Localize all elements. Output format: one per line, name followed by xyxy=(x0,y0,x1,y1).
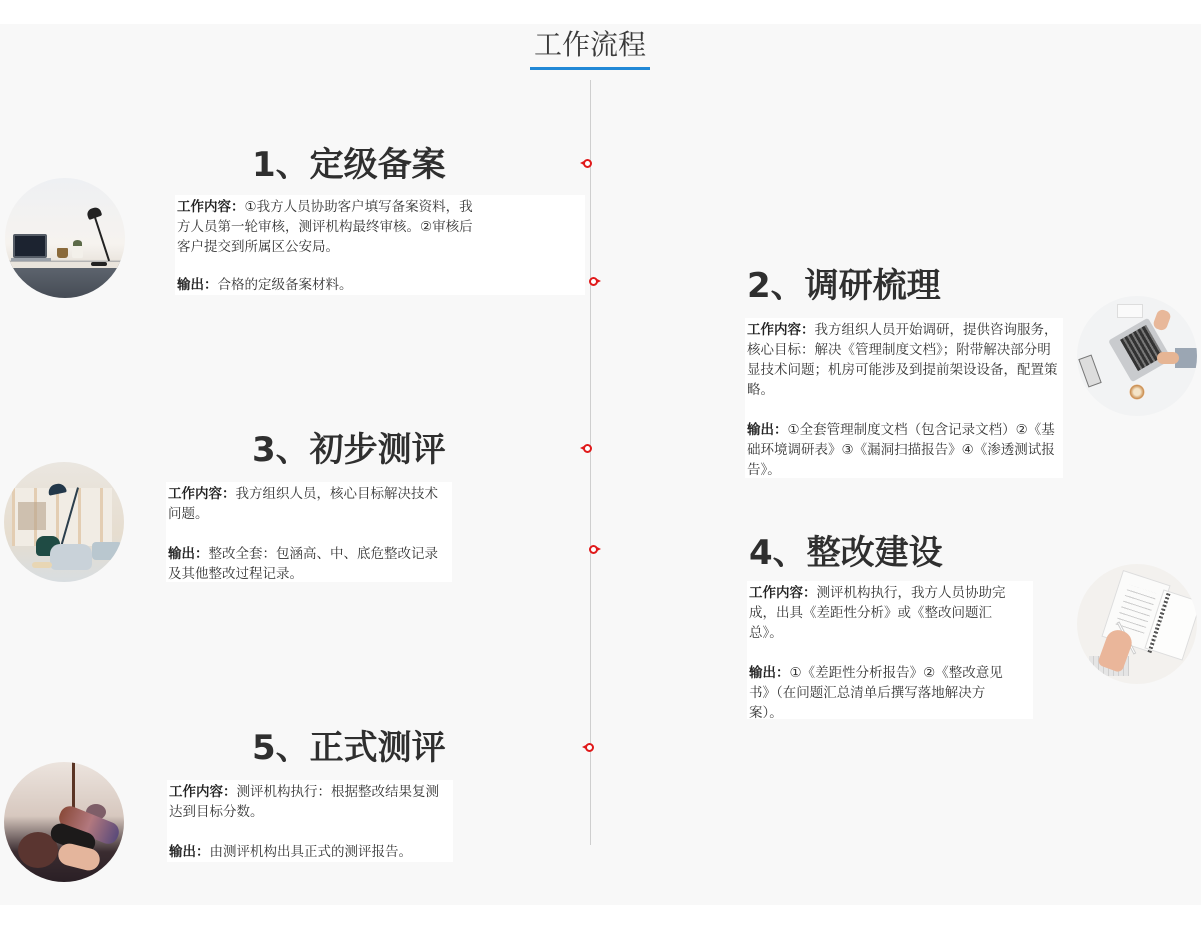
tea-photo-icon xyxy=(4,762,124,882)
title-underline xyxy=(530,67,650,70)
page-title: 工作流程 xyxy=(533,28,646,61)
timeline-marker-icon xyxy=(589,545,601,555)
content-text: 我方组织人员，核心目标解决技术问题。 xyxy=(168,486,438,522)
content-label: 工作内容： xyxy=(749,585,817,601)
step-title: 5、正式测评 xyxy=(252,728,446,768)
output-label: 输出： xyxy=(169,844,210,860)
content-text: ①我方人员协助客户填写备案资料，我方人员第一轮审核，测评机构最终审核。②审核后客户提交到所属区公安局。 xyxy=(177,199,473,255)
output-label: 输出： xyxy=(168,546,209,562)
step-title: 3、初步测评 xyxy=(252,430,446,470)
timeline-marker-icon xyxy=(580,159,592,169)
output-text: ①《差距性分析报告》②《整改意见书》（在问题汇总清单后撰写落地解决方案）。 xyxy=(749,665,1003,721)
step-title: 1、定级备案 xyxy=(252,145,446,185)
desk-lamp-photo-icon xyxy=(5,178,125,298)
living-room-photo-icon xyxy=(4,462,124,582)
output-text: 合格的定级备案材料。 xyxy=(217,277,353,293)
step-description xyxy=(175,195,585,295)
planner-photo-icon xyxy=(1077,564,1197,684)
timeline-marker-icon xyxy=(580,444,592,454)
output-label: 输出： xyxy=(747,422,788,438)
content-label: 工作内容： xyxy=(168,486,236,502)
timeline-marker-icon xyxy=(589,277,601,287)
output-text: 由测评机构出具正式的测评报告。 xyxy=(209,844,412,860)
content-label: 工作内容： xyxy=(177,199,245,215)
step-description xyxy=(166,482,452,582)
output-text: 整改全套：包涵高、中、底危整改记录及其他整改过程记录。 xyxy=(168,546,438,582)
output-text: ①全套管理制度文档（包含记录文档）②《基础环境调研表》③《漏洞扫描报告》④《渗透测试报告》。 xyxy=(747,422,1055,478)
content-text: 我方组织人员开始调研，提供咨询服务，核心目标：解决《管理制度文档》；附带解决部分明显技术问题；机房可能涉及到提前架设设备，配置策略。 xyxy=(747,322,1058,398)
step-title: 2、调研梳理 xyxy=(747,266,941,306)
timeline-marker-icon xyxy=(582,743,594,753)
step-description xyxy=(745,318,1063,478)
content-label: 工作内容： xyxy=(169,784,237,800)
step-description xyxy=(747,581,1033,719)
step-title: 4、整改建设 xyxy=(749,533,943,573)
output-label: 输出： xyxy=(177,277,218,293)
timeline-line xyxy=(590,80,591,845)
content-text: 测评机构执行：根据整改结果复测达到目标分数。 xyxy=(169,784,439,820)
step-description xyxy=(167,780,453,862)
content-text: 测评机构执行，我方人员协助完成，出具《差距性分析》或《整改问题汇总》。 xyxy=(749,585,1006,641)
content-label: 工作内容： xyxy=(747,322,815,338)
laptop-photo-icon xyxy=(1077,296,1197,416)
output-label: 输出： xyxy=(749,665,790,681)
